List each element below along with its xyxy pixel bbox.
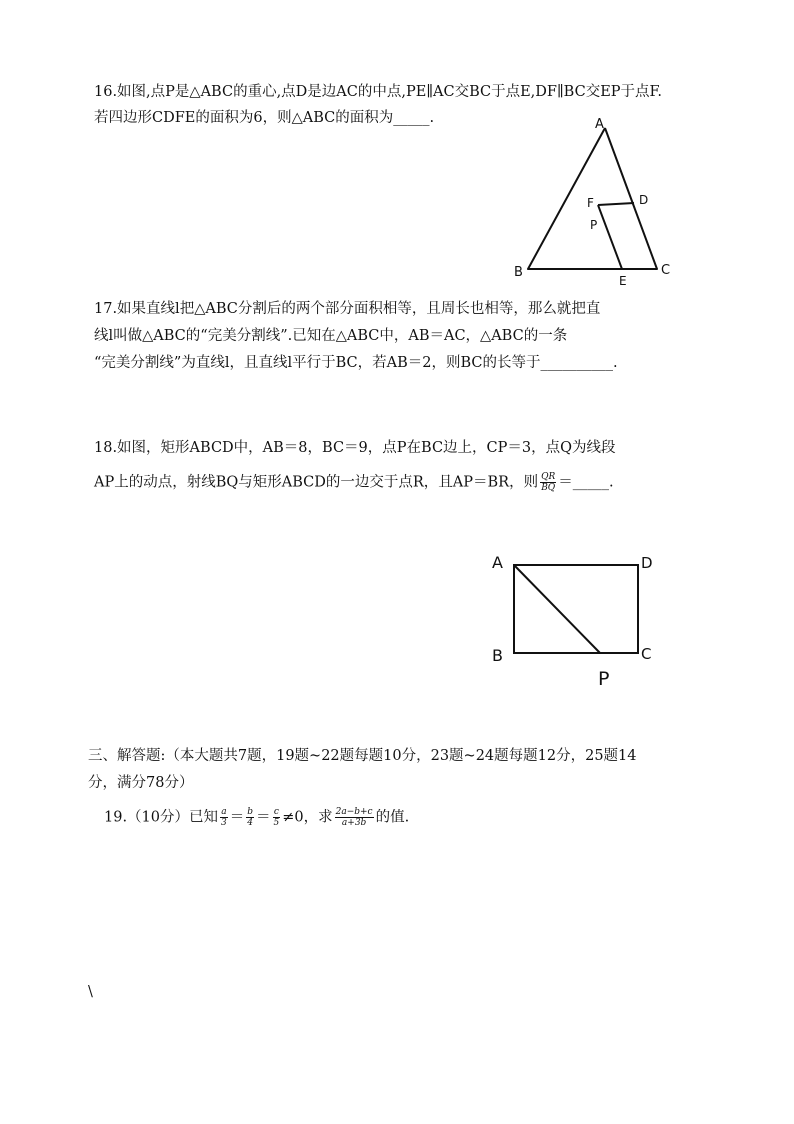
label-c: C (661, 263, 671, 278)
label-p: P (598, 668, 610, 690)
fraction-numerator: c (273, 807, 279, 817)
segment-ap (514, 565, 600, 653)
label-a: A (492, 553, 503, 572)
equals-sign: ＝ (229, 809, 245, 826)
fraction-c-over-5 (273, 807, 281, 828)
segment-pe (598, 205, 622, 269)
q18-answer-blank: ＝_____. (558, 474, 614, 491)
fraction-numerator: 2a−b+c (335, 807, 373, 817)
label-c: C (641, 645, 652, 663)
fraction-numerator: QR (541, 472, 556, 482)
label-e: E (619, 274, 627, 287)
section-3-heading-line-2: 分，满分78分） (88, 775, 194, 791)
label-a: A (595, 117, 604, 132)
q19-middle-text: ≠0，求 (282, 809, 333, 826)
fraction-a-over-3 (220, 807, 228, 828)
q19-line (104, 807, 409, 828)
q19-suffix: 的值. (375, 809, 410, 826)
fraction-denominator: 3 (221, 818, 227, 828)
fraction-denominator: 5 (273, 818, 280, 828)
q18-line-1: 18.如图，矩形ABCD中，AB＝8，BC＝9，点P在BC边上，CP＝3，点Q为线段 (94, 440, 616, 456)
section-3-heading-line-1: 三、解答题:（本大题共7题，19题~22题每题10分，23题~24题每题12分，25题14 (88, 748, 637, 764)
q18-rectangle-figure (488, 548, 668, 693)
rectangle-abcd (514, 565, 638, 653)
q17-line-2: 线l叫做△ABC的“完美分割线”.已知在△ABC中，AB＝AC，△ABC的一条 (94, 328, 568, 344)
q17-line-3: “完美分割线”为直线l，且直线l平行于BC，若AB＝2，则BC的长等于__________. (94, 355, 618, 371)
fraction-denominator: BQ (541, 483, 556, 493)
equals-sign: ＝ (256, 809, 271, 826)
q19-prefix: 19.（10分）已知 (104, 809, 219, 826)
label-b: B (514, 265, 523, 280)
label-d: D (641, 554, 653, 572)
q18-line-2 (94, 472, 614, 493)
stray-backslash-mark: \ (88, 984, 93, 1000)
quad-cdfe (598, 203, 634, 205)
fraction-b-over-4 (246, 807, 254, 828)
fraction-numerator: a (221, 807, 227, 817)
label-f: F (587, 196, 594, 210)
q16-triangle-figure (505, 112, 690, 287)
label-d: D (639, 193, 649, 207)
label-b: B (492, 646, 503, 665)
q16-line-2: 若四边形CDFE的面积为6，则△ABC的面积为_____. (94, 110, 435, 126)
q18-line-2-text: AP上的动点，射线BQ与矩形ABCD的一边交于点R，且AP＝BR，则 (94, 474, 539, 491)
fraction-denominator: a+3b (341, 818, 367, 828)
label-p: P (590, 218, 598, 232)
fraction-numerator: b (247, 807, 254, 817)
fraction-expression (335, 807, 374, 828)
fraction-denominator: 4 (247, 818, 253, 828)
q18-ratio-fraction (540, 472, 556, 493)
q17-line-1: 17.如果直线l把△ABC分割后的两个部分面积相等，且周长也相等，那么就把直 (94, 301, 601, 317)
q16-line-1: 16.如图,点P是△ABC的重心,点D是边AC的中点,PE∥AC交BC于点E,DF∥BC交EP于点F. (94, 84, 662, 100)
